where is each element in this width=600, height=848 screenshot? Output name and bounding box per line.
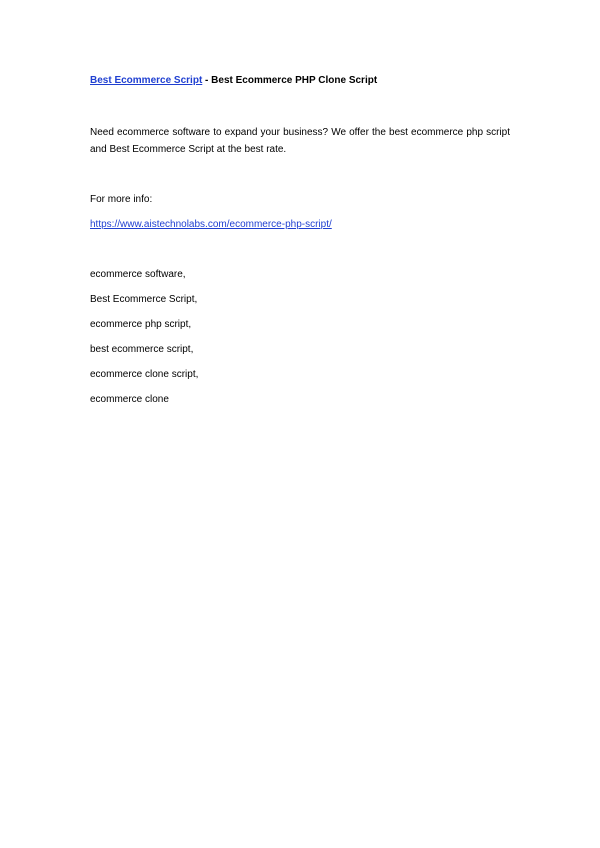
- title-link[interactable]: Best Ecommerce Script: [90, 75, 203, 86]
- keyword-item: best ecommerce script,: [90, 344, 194, 355]
- document-title: [90, 74, 510, 87]
- keyword-item: ecommerce clone script,: [90, 369, 199, 380]
- keyword-item: ecommerce clone: [90, 394, 169, 405]
- more-info-label: For more info:: [90, 194, 153, 205]
- intro-paragraph: Need ecommerce software to expand your business? We offer the best ecommerce php script and Best Ecommerce Script at the best rate.: [90, 127, 510, 155]
- keyword-item: Best Ecommerce Script,: [90, 294, 198, 305]
- title-text: - Best Ecommerce PHP Clone Script: [202, 75, 378, 86]
- keyword-item: ecommerce software,: [90, 269, 186, 280]
- keyword-item: ecommerce php script,: [90, 319, 192, 330]
- more-info-link[interactable]: https://www.aistechnolabs.com/ecommerce-php-script/: [90, 219, 332, 230]
